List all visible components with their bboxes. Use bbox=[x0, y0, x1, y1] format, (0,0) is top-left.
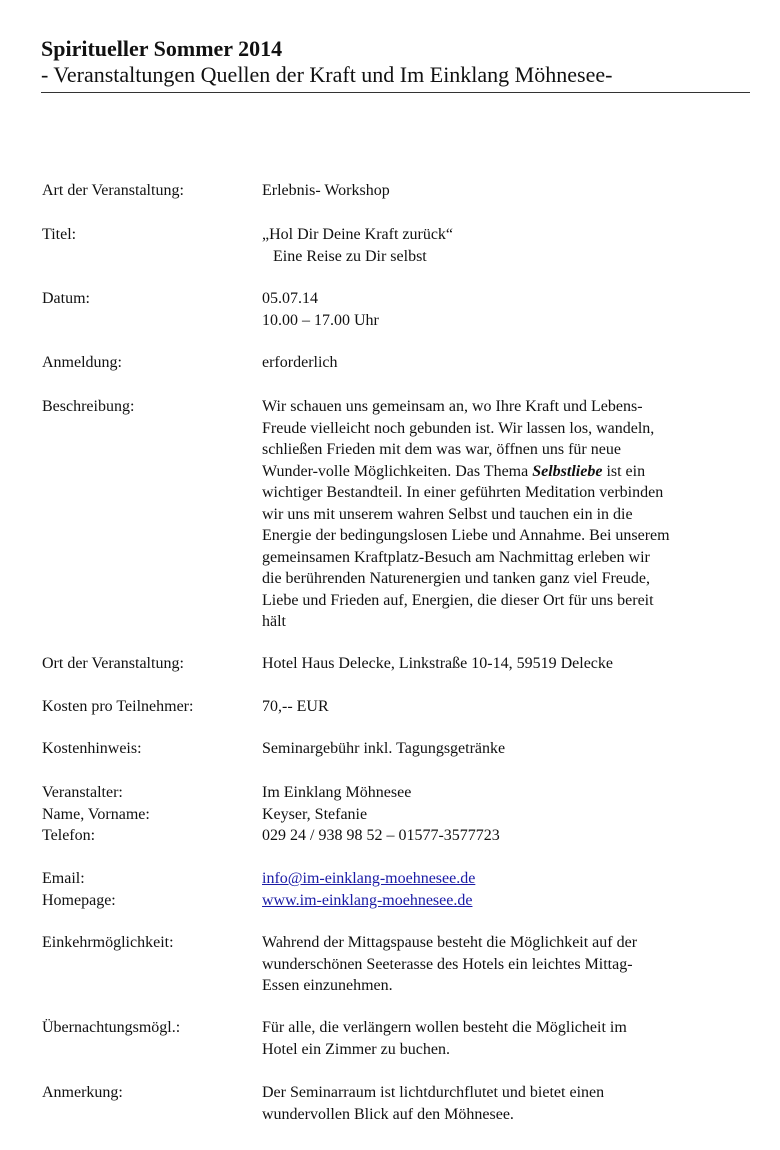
datum-time: 10.00 – 17.00 Uhr bbox=[262, 311, 379, 329]
veranstalter-label: Veranstalter: bbox=[42, 784, 123, 801]
einkehr-value bbox=[262, 932, 742, 997]
homepage-link[interactable]: www.im-einklang-moehnesee.de bbox=[262, 891, 473, 909]
beschreibung-line: Freude vielleicht noch gebunden ist. Wir lassen los, wandeln, bbox=[262, 419, 655, 437]
header-divider bbox=[41, 92, 750, 93]
datum-label: Datum: bbox=[42, 290, 90, 307]
anmerkung-value bbox=[262, 1082, 742, 1125]
kostenhinweis-value: Seminargebühr inkl. Tagungsgetränke bbox=[262, 740, 506, 757]
page-subtitle: - Veranstaltungen Quellen der Kraft und Im Einklang Möhnesee- bbox=[41, 62, 613, 87]
anmerkung-label: Anmerkung: bbox=[42, 1084, 123, 1101]
beschreibung-line: die berührenden Naturenergien und tanken ganz viel Freude, bbox=[262, 570, 650, 587]
art-value: Erlebnis- Workshop bbox=[262, 182, 390, 199]
name-label: Name, Vorname: bbox=[42, 805, 150, 823]
titel-line-1: „Hol Dir Deine Kraft zurück“ bbox=[262, 226, 454, 243]
page-title: Spiritueller Sommer 2014 bbox=[41, 36, 283, 61]
beschreibung-line: Wir schauen uns gemeinsam an, wo Ihre Kraft und Lebens- bbox=[262, 398, 643, 415]
kostenhinweis-label: Kostenhinweis: bbox=[42, 740, 142, 757]
einkehr-label: Einkehrmöglichkeit: bbox=[42, 934, 174, 951]
uebernachtung-value bbox=[262, 1017, 742, 1060]
kosten-label: Kosten pro Teilnehmer: bbox=[42, 698, 194, 715]
beschreibung-line: hält bbox=[262, 613, 286, 630]
datum-value bbox=[262, 288, 742, 331]
anmerkung-line: Der Seminarraum ist lichtdurchflutet und bietet einen bbox=[262, 1084, 605, 1101]
titel-value bbox=[262, 224, 742, 267]
art-label: Art der Veranstaltung: bbox=[42, 182, 184, 199]
uebernachtung-label: Übernachtungsmögl.: bbox=[42, 1019, 181, 1036]
kosten-value: 70,-- EUR bbox=[262, 698, 329, 715]
einkehr-line: wunderschönen Seeterasse des Hotels ein leichtes Mittag- bbox=[262, 955, 633, 973]
veranstalter-values bbox=[262, 782, 742, 847]
beschreibung-line-4-end: ist ein bbox=[602, 462, 646, 480]
beschreibung-label: Beschreibung: bbox=[42, 398, 135, 415]
email-link[interactable]: info@im-einklang-moehnesee.de bbox=[262, 870, 476, 887]
beschreibung-line bbox=[262, 461, 742, 483]
beschreibung-line: wichtiger Bestandteil. In einer geführten Meditation verbinden bbox=[262, 484, 664, 501]
beschreibung-line: Energie der bedingungslosen Liebe und Annahme. Bei unserem bbox=[262, 527, 670, 544]
beschreibung-line: gemeinsamen Kraftplatz-Besuch am Nachmittag erleben wir bbox=[262, 548, 650, 566]
ort-value: Hotel Haus Delecke, Linkstraße 10-14, 59519 Delecke bbox=[262, 655, 613, 672]
kontakt-labels bbox=[42, 868, 252, 911]
beschreibung-line: schließen Frieden mit dem was war, öffnen uns für neue bbox=[262, 441, 621, 458]
anmeldung-value: erforderlich bbox=[262, 354, 338, 371]
beschreibung-line: Liebe und Frieden auf, Energien, die dieser Ort für uns bereit bbox=[262, 591, 654, 609]
einkehr-line: Wahrend der Mittagspause besteht die Möglichkeit auf der bbox=[262, 934, 638, 951]
einkehr-line: Essen einzunehmen. bbox=[262, 977, 393, 994]
ort-label: Ort der Veranstaltung: bbox=[42, 655, 184, 672]
emphasis-selbstliebe: Selbstliebe bbox=[532, 462, 603, 480]
beschreibung-line: wir uns mit unserem wahren Selbst und tauchen ein in die bbox=[262, 505, 633, 523]
telefon-label: Telefon: bbox=[42, 827, 96, 844]
kontakt-values bbox=[262, 868, 742, 911]
uebernachtung-line: Für alle, die verlängern wollen besteht die Möglicheit im bbox=[262, 1019, 627, 1036]
uebernachtung-line: Hotel ein Zimmer zu buchen. bbox=[262, 1040, 450, 1058]
anmeldung-label: Anmeldung: bbox=[42, 354, 122, 371]
veranstalter-labels bbox=[42, 782, 252, 847]
beschreibung-line-4-start: Wunder-volle Möglichkeiten. Das Thema bbox=[262, 462, 533, 480]
veranstalter-value: Im Einklang Möhnesee bbox=[262, 784, 412, 801]
titel-label: Titel: bbox=[42, 226, 77, 243]
homepage-label: Homepage: bbox=[42, 891, 116, 909]
anmerkung-line: wundervollen Blick auf den Möhnesee. bbox=[262, 1105, 514, 1123]
email-label: Email: bbox=[42, 870, 85, 887]
document-header bbox=[41, 36, 751, 88]
datum-date: 05.07.14 bbox=[262, 290, 318, 307]
titel-line-2: Eine Reise zu Dir selbst bbox=[273, 247, 427, 265]
name-value: Keyser, Stefanie bbox=[262, 805, 368, 823]
telefon-value: 029 24 / 938 98 52 – 01577-3577723 bbox=[262, 827, 500, 844]
beschreibung-value bbox=[262, 396, 742, 633]
